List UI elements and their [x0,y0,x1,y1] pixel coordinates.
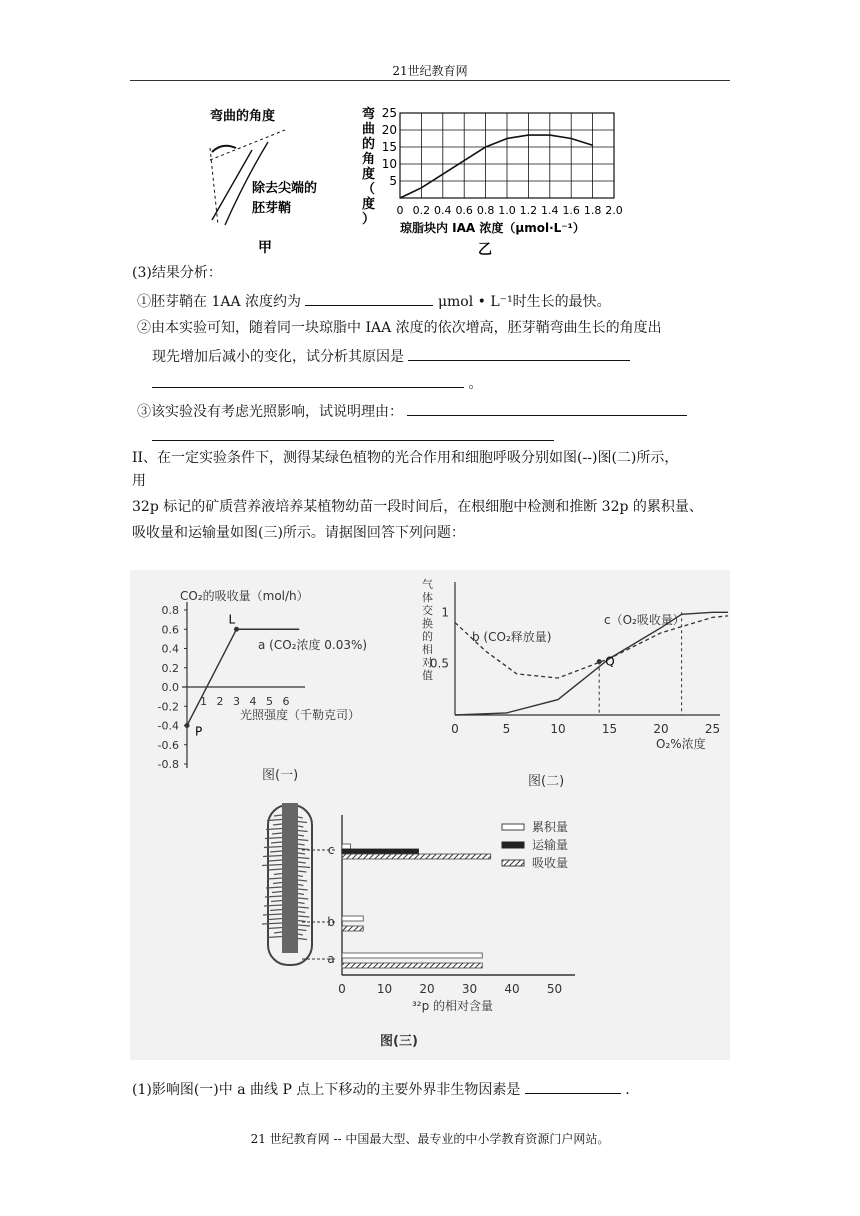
fig2-ytick: 1 [441,605,449,620]
yi-xtick: 2.0 [605,204,623,217]
root-hair [298,822,307,823]
fig2-ytick: 0.5 [429,656,449,671]
fig2-xtick: 0 [451,722,459,736]
fig3-bar [342,916,363,921]
fig1-ytick: -0.8 [157,758,179,771]
root-hair [269,860,282,861]
root-hair [271,901,282,902]
fig1-label-L: L [228,612,236,627]
fig1-ytick: 0.2 [161,661,179,675]
root-hair [270,910,282,911]
root-hair [298,835,304,836]
q3-item1-pre: ①胚芽鞘在 1AA 浓度约为 [137,294,302,310]
page-footer: 21 世纪教育网 -- 中国最大型、最专业的中小学教育资源门户网站。 [250,1132,610,1146]
fig1-xtick: 2 [216,695,224,708]
root-hair [298,921,306,922]
q3-item3-text: ③该实验没有考虑光照影响，试说明理由： [137,404,403,420]
section2-line3: 32p 标记的矿质营养液培养某植物幼苗一段时间后，在根细胞中检测和推断 32p 的累积量、 [132,499,703,515]
fig3-row-label: b [327,915,335,929]
fig2-xtick: 10 [550,722,566,736]
fig2-xtick: 20 [653,722,669,736]
header-rule [130,80,730,81]
fig1-ytick: 0.6 [161,623,179,637]
q3-item2-line3 [152,372,482,394]
yi-ytick: 10 [381,157,397,171]
fig2-xtick: 5 [502,722,511,736]
root-hair [267,937,282,938]
yi-ytick: 5 [389,174,397,188]
fig3-row-label: a [327,952,335,966]
fig3-xtick: 20 [419,982,435,996]
page-header: 21世纪教育网 [392,64,468,78]
yi-xtick: 0.6 [455,204,473,217]
yi-ylabel-char: 的 [362,137,376,152]
fig1-point-P [185,723,190,728]
fig1-ylabel: CO₂的吸收量（mol/h） [180,589,309,603]
q3-item1-post: μmol • L⁻¹时生长的最快。 [437,294,611,310]
root-hair [298,871,306,872]
fig3-row-label: c [327,843,335,857]
fig1-ytick: -0.4 [157,719,179,733]
fig2-ylabel-char: 对 [422,656,433,669]
yi-ylabel-char: 角 [362,152,376,167]
fig3-legend-swatch [502,824,524,830]
fig1-ytick: 0.0 [161,681,179,694]
yi-xlabel: 琼脂块内 IAA 浓度（μmol·L⁻¹） [400,221,585,235]
root-hair [298,858,309,859]
q1-text: (1)影响图(一)中 a 曲线 P 点上下移动的主要外界非生物因素是 [132,1082,521,1098]
fig2-ylabel-char: 相 [422,643,433,656]
fig3-legend-label: 运输量 [532,838,569,852]
q3-title: (3)结果分析： [132,265,222,281]
fig2-xtick: 25 [704,722,721,736]
yi-xtick: 0.2 [412,204,431,217]
fig3-bar [342,953,482,958]
q3-item3-blank-1[interactable] [407,400,687,416]
yi-ytick: 20 [381,123,397,137]
fig2-xlabel: O₂%浓度 [656,737,706,751]
figure-2 [408,578,728,793]
fig2-series-c: c（O₂吸收量） [604,613,685,627]
fig3-bar [342,854,491,859]
coleoptile-label-1: 除去尖端的 [252,181,318,196]
figure-3 [240,795,620,1060]
root-hair [298,817,303,818]
fig2-ylabel-char: 换 [422,617,433,630]
root-hair [269,919,282,920]
q3-item1-blank[interactable] [305,290,433,306]
yi-xtick: 1.2 [519,204,538,217]
root-hair [264,847,282,848]
fig1-xtick: 6 [282,695,290,708]
root-hair [270,851,282,852]
fig1-point-L [234,627,239,632]
root-hair [298,939,307,940]
yi-xtick: 0.8 [476,204,495,217]
fig3-bar [342,926,363,931]
caption-yi: 乙 [478,242,492,258]
fig3-bar [342,844,351,849]
root-hair [268,869,282,870]
fig2-ylabel-char: 气 [422,578,433,591]
fig3-xtick: 30 [461,982,478,996]
q3-item3 [137,400,687,422]
root-hair [262,865,282,866]
root-hair [298,867,310,868]
root-hair [298,853,305,854]
root-hair [298,844,305,845]
fig1-ytick: 0.4 [161,642,179,656]
root-hair [298,840,308,841]
root-hair [263,914,282,915]
yi-xtick: 1.4 [541,204,559,217]
fig1-label-P: P [195,724,203,739]
fig2-curve-c [455,612,728,715]
caption-fig1: 图(一) [262,768,299,783]
fig1-xtick: 5 [266,695,273,708]
dashed-tangent [210,130,285,160]
root-hair [298,930,306,931]
root-hair [298,862,306,863]
fig3-xtick: 10 [376,982,393,996]
yi-curve [400,135,593,198]
root-hair [268,928,282,929]
fig1-xtick: 3 [233,695,240,708]
root-hair [267,878,282,879]
root-hair [298,907,309,908]
root-hair [298,916,309,917]
root-hair [298,831,308,832]
root-tube-illustration [262,803,312,965]
q3-item2-blank-2[interactable] [152,372,464,388]
fig2-ylabel-char: 的 [422,630,433,643]
root-hair [298,876,303,877]
root-hair [273,883,282,884]
fig3-legend-swatch [502,842,524,848]
fig2-point-Q [597,659,602,664]
root-hair [298,880,307,881]
angle-label: 弯曲的角度 [210,109,276,124]
fig1-ytick: 0.8 [161,604,179,617]
caption-jia: 甲 [258,240,272,256]
q1-blank[interactable] [525,1078,621,1094]
yi-xtick: 1.8 [583,204,602,217]
root-hair [298,934,303,935]
fig1-xlabel: 光照强度（千勒克司） [240,708,361,722]
section2-line1: II、在一定实验条件下，测得某绿色植物的光合作用和细胞呼吸分别如图(--)图(二)所示， [132,450,679,466]
yi-ylabel-char: 度 [362,197,376,212]
root-hair [298,885,303,886]
root-hair [298,889,308,890]
root-hair [298,903,305,904]
fig2-xtick: 15 [601,722,618,736]
q3-item3-blank-2[interactable] [152,425,554,441]
root-hair [274,874,282,875]
root-hair [274,815,282,816]
root-hair [298,912,305,913]
fig3-bar [342,963,482,968]
fig2-curve-b [455,612,728,678]
fig2-ylabel-char: 值 [422,669,433,682]
q3-item2-line2 [152,345,630,367]
figure-1 [130,578,420,788]
yi-xtick: 0 [396,204,404,217]
q3-item1 [137,290,611,312]
q3-item2-line1: ②由本实验可知，随着同一块琼脂中 IAA 浓度的依次增高，胚芽鞘弯曲生长的角度出 [137,320,662,336]
coleoptile-label-2: 胚芽鞘 [252,201,292,216]
yi-ytick: 25 [381,106,397,120]
root-hair [298,849,309,850]
fig3-xtick: 40 [504,982,520,996]
root-hair [274,932,282,933]
fig2-ylabel-char: 交 [422,604,433,617]
caption-fig2: 图(二) [528,774,565,789]
root-hair [298,925,310,926]
q1-end: . [625,1082,630,1098]
fig3-xtick: 0 [338,982,346,996]
fig3-xtick: 50 [546,982,563,996]
yi-xtick: 0.4 [434,204,452,217]
fig2-series-b: b (CO₂释放量) [472,630,552,644]
section2-line4: 吸收量和运输量如图(三)所示。请据图回答下列问题： [132,525,465,541]
root-hair [262,923,282,924]
root-hair [272,833,282,834]
q3-item2-blank-1[interactable] [408,345,630,361]
root-hair [264,905,282,906]
fig2-label-Q: Q [605,654,615,669]
root-hair [273,824,282,825]
section2-line2: 用 [132,473,146,489]
fig1-series-label: a (CO₂浓度 0.03%) [258,638,368,652]
fig2-ylabel-char: 体 [422,591,433,604]
yi-ylabel-char: 弯 [362,107,376,122]
root-hair [298,826,303,827]
yi-ylabel-char: 曲 [362,122,376,137]
yi-ylabel-char: （ [362,182,376,197]
fig3-legend-label: 累积量 [532,820,569,834]
root-hair [298,898,308,899]
fig1-xtick: 1 [200,695,207,708]
root-hair [298,894,304,895]
fig3-xlabel: ³²p 的相对含量 [412,999,494,1013]
q3-item3-line2 [152,425,554,447]
yi-ylabel-char: 度 [362,167,376,182]
caption-fig3: 图(三) [380,1034,418,1049]
fig1-ytick: -0.2 [157,700,179,714]
q3-item2-text: 现先增加后减小的变化，试分析其原因是 [152,349,404,365]
root-hair [272,892,282,893]
fig3-legend-label: 吸收量 [532,856,569,870]
fig3-legend-swatch [502,860,524,866]
fig3-bar [342,849,419,854]
fig1-ytick: -0.6 [157,738,179,752]
root-hair [263,856,282,857]
root-hair [271,842,282,843]
q3-item2-end: 。 [468,376,483,392]
figure-jia [190,100,350,265]
yi-xtick: 1.0 [498,204,516,217]
yi-ylabel-char: ） [362,212,376,227]
q1 [132,1078,630,1100]
yi-xtick: 1.6 [562,204,580,217]
yi-ytick: 15 [381,140,397,154]
figure-yi [360,100,640,260]
fig1-xtick: 4 [249,695,257,708]
